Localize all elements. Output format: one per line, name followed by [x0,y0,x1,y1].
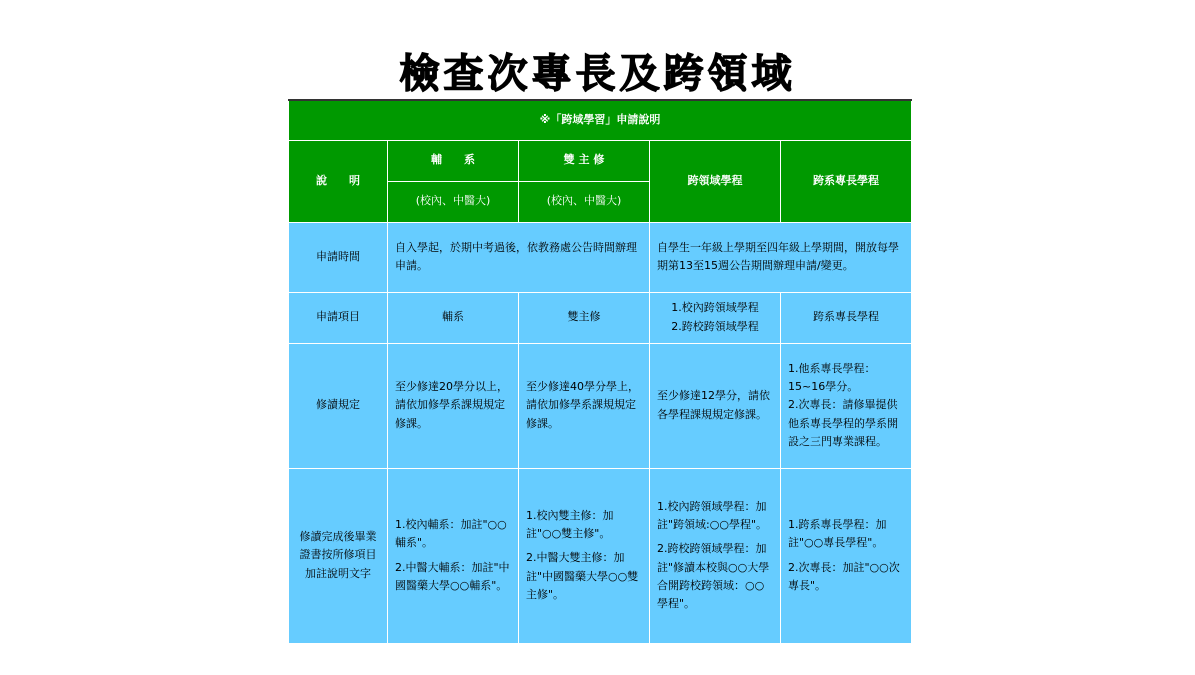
cross-domain-table [288,99,912,644]
time-cross-specialty: 自學生一年級上學期至四年級上學期間，開放每學期第13至15週公告期間辦理申請/變更。 [650,222,912,292]
note-minor-1: 1.校內輔系：加註"○○輔系"。 [395,518,507,550]
note-double-major [519,468,650,643]
rule-cross-program: 至少修達12學分，請依各學程課規規定修課。 [650,343,781,468]
note-minor-2: 2.中醫大輔系：加註"中國醫藥大學○○輔系"。 [395,560,510,592]
item-cross-1: 1.校內跨領域學程 [671,301,759,315]
rule-specialty-1: 1.他系專長學程：15~16學分。 [788,362,876,394]
note-specialty [781,468,912,643]
header-label: 說 明 [289,140,388,222]
row-label-note: 修讀完成後畢業證書按所修項目加註說明文字 [289,468,388,643]
page-title: 檢查次專長及跨領域 [399,51,796,97]
item-double-major: 雙主修 [519,292,650,343]
row-label-rule: 修讀規定 [289,343,388,468]
rule-specialty-2: 2.次專長：請修畢提供他系專長學程的學系開設之三門專業課程。 [788,398,898,448]
item-cross-program [650,292,781,343]
header-minor: 輔 系 [388,140,519,181]
header-minor-sub: (校內、中醫大) [388,181,519,222]
table-banner: ※「跨域學習」申請說明 [289,100,912,140]
row-label-time: 申請時間 [289,222,388,292]
time-minor-double: 自入學起，於期中考過後，依教務處公告時間辦理申請。 [388,222,650,292]
note-double-1: 1.校內雙主修：加註"○○雙主修"。 [526,509,614,541]
note-double-2: 2.中醫大雙主修：加註"中國醫藥大學○○雙主修"。 [526,551,639,601]
item-cross-2: 2.跨校跨領域學程 [671,319,759,333]
header-double-major: 雙 主 修 [519,140,650,181]
note-specialty-1: 1.跨系專長學程：加註"○○專長學程"。 [788,518,887,550]
header-cross-program: 跨領域學程 [650,140,781,222]
row-label-item: 申請項目 [289,292,388,343]
note-minor [388,468,519,643]
rule-minor: 至少修達20學分以上，請依加修學系課規規定修課。 [388,343,519,468]
note-specialty-2: 2.次專長：加註"○○次專長"。 [788,560,900,592]
note-cross-2: 2.跨校跨領域學程：加註"修讀本校與○○大學合開跨校跨領域：○○學程"。 [657,542,770,610]
rule-specialty [781,343,912,468]
item-minor: 輔系 [388,292,519,343]
header-specialty-program: 跨系專長學程 [781,140,912,222]
item-specialty: 跨系專長學程 [781,292,912,343]
note-cross-1: 1.校內跨領域學程：加註"跨領域:○○學程"。 [657,500,768,532]
rule-double-major: 至少修達40學分學上，請依加修學系課規規定修課。 [519,343,650,468]
header-double-major-sub: (校內、中醫大) [519,181,650,222]
note-cross-program [650,468,781,643]
